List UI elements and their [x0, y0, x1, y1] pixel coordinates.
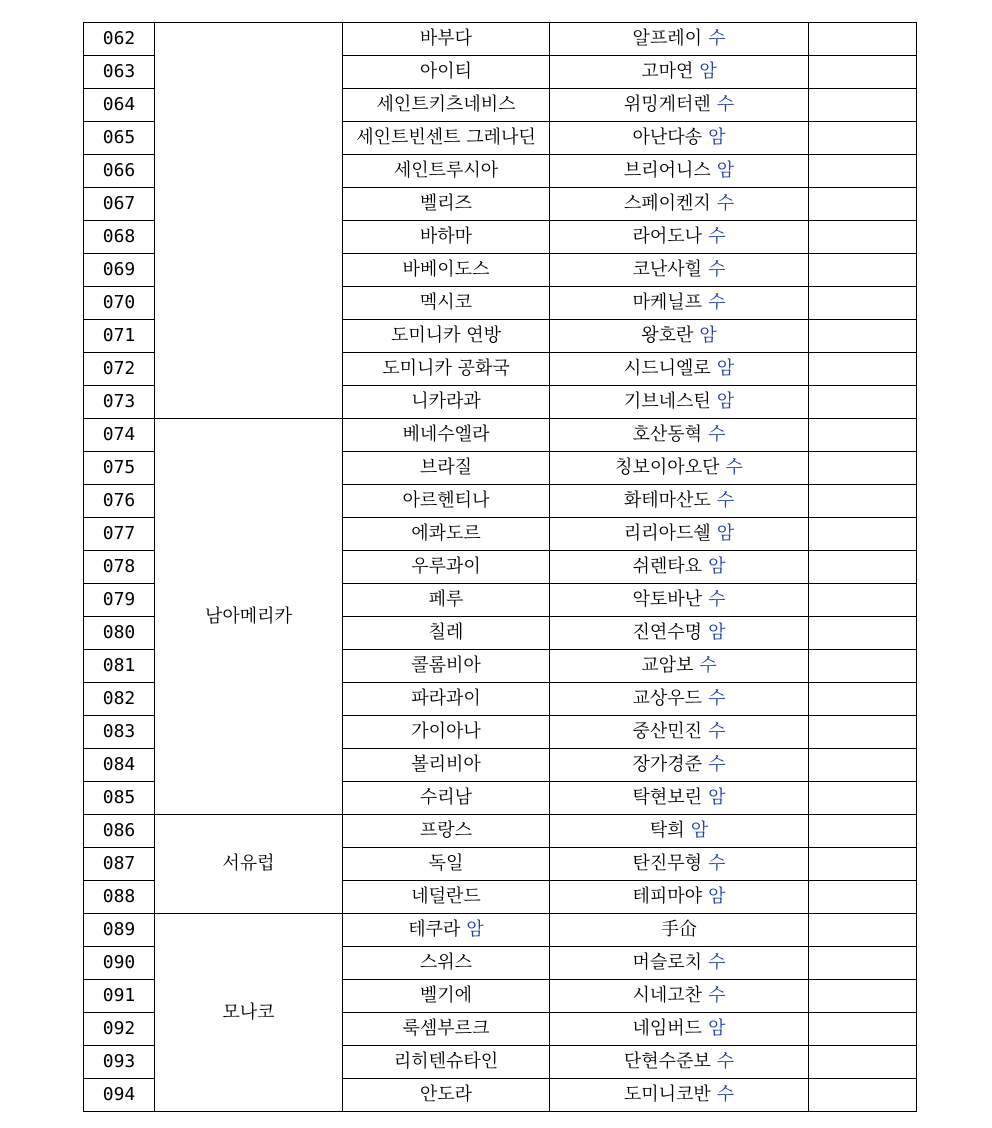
country-cell: [343, 23, 550, 56]
name-label: 장가경준: [632, 754, 703, 775]
gender-tag: 암: [708, 622, 726, 643]
gender-tag: 수: [716, 193, 735, 214]
extra-cell: [809, 221, 917, 254]
country-label: 칠레: [428, 622, 464, 643]
row-number: 072: [84, 353, 155, 386]
row-number: 089: [84, 914, 155, 947]
country-cell: [343, 1013, 550, 1046]
extra-cell: [809, 254, 917, 287]
gender-tag: 수: [708, 688, 726, 709]
row-number: 070: [84, 287, 155, 320]
name-label: 교암보: [641, 655, 694, 676]
name-label: 코난사힐: [632, 259, 703, 280]
name-cell: [550, 254, 809, 287]
name-cell: [550, 1079, 809, 1112]
name-cell: [550, 1013, 809, 1046]
row-number: 066: [84, 155, 155, 188]
region-cell: 서유럽: [155, 815, 343, 914]
extra-cell: [809, 980, 917, 1013]
extra-cell: [809, 914, 917, 947]
country-label: 리히텐슈타인: [393, 1051, 499, 1072]
country-label: 우루과이: [411, 556, 481, 577]
extra-cell: [809, 1079, 917, 1112]
gender-tag: 수: [716, 490, 735, 511]
gender-tag: 수: [708, 952, 726, 973]
name-cell: [550, 1046, 809, 1079]
name-cell: [550, 122, 809, 155]
country-label: 가이아나: [411, 721, 481, 742]
gender-tag: 수: [708, 721, 726, 742]
name-label: 네임버드: [632, 1018, 703, 1039]
country-label: 바부다: [419, 28, 473, 49]
name-label: 악토바난: [632, 589, 703, 610]
registry-table-body: [84, 23, 917, 1112]
gender-tag: 암: [708, 787, 726, 808]
name-label: 탄진무형: [632, 853, 703, 874]
name-label: 手仚: [661, 919, 697, 940]
country-label: 도미니카 연방: [390, 325, 502, 346]
country-label: 베네수엘라: [402, 424, 490, 445]
country-label: 벨기에: [419, 985, 473, 1006]
name-cell: [550, 221, 809, 254]
gender-tag: 수: [708, 226, 726, 247]
extra-cell: [809, 617, 917, 650]
country-label: 네덜란드: [411, 886, 481, 907]
name-cell: [550, 353, 809, 386]
country-label: 수리남: [419, 787, 473, 808]
country-cell: [343, 1079, 550, 1112]
name-label: 브리어니스: [623, 160, 711, 181]
name-cell: [550, 650, 809, 683]
country-cell: [343, 287, 550, 320]
name-label: 기브네스틴: [623, 391, 711, 412]
country-label: 바하마: [419, 226, 473, 247]
row-number: 088: [84, 881, 155, 914]
region-cell: 남아메리카: [155, 419, 343, 815]
name-label: 교상우드: [632, 688, 703, 709]
country-label: 바베이도스: [402, 259, 490, 280]
name-cell: [550, 947, 809, 980]
country-cell: [343, 650, 550, 683]
table-row: [84, 419, 917, 452]
country-cell: [343, 485, 550, 518]
country-cell: [343, 947, 550, 980]
country-label: 안도라: [419, 1084, 473, 1105]
country-label: 에콰도르: [411, 523, 481, 544]
row-number: 073: [84, 386, 155, 419]
country-cell: [343, 815, 550, 848]
country-cell: [343, 254, 550, 287]
name-label: 단현수준보: [623, 1051, 711, 1072]
country-label: 볼리비아: [411, 754, 481, 775]
row-number: 091: [84, 980, 155, 1013]
extra-cell: [809, 56, 917, 89]
row-number: 084: [84, 749, 155, 782]
gender-tag: 수: [708, 589, 726, 610]
extra-cell: [809, 452, 917, 485]
country-label: 독일: [428, 853, 464, 874]
extra-cell: [809, 584, 917, 617]
gender-tag: 암: [716, 523, 735, 544]
country-cell: [343, 419, 550, 452]
name-label: 고마연: [641, 61, 694, 82]
extra-cell: [809, 1046, 917, 1079]
table-row: [84, 23, 917, 56]
country-cell: [343, 56, 550, 89]
name-cell: [550, 815, 809, 848]
country-cell: [343, 551, 550, 584]
country-label: 룩셈부르크: [402, 1018, 490, 1039]
name-cell: [550, 419, 809, 452]
gender-tag: 수: [699, 655, 717, 676]
country-cell: [343, 848, 550, 881]
name-cell: [550, 155, 809, 188]
gender-tag: 수: [716, 1051, 735, 1072]
table-row: [84, 815, 917, 848]
country-label: 세인트루시아: [393, 160, 499, 181]
extra-cell: [809, 749, 917, 782]
extra-cell: [809, 122, 917, 155]
row-number: 094: [84, 1079, 155, 1112]
name-cell: [550, 881, 809, 914]
country-cell: [343, 320, 550, 353]
extra-cell: [809, 650, 917, 683]
extra-cell: [809, 353, 917, 386]
extra-cell: [809, 518, 917, 551]
name-cell: [550, 683, 809, 716]
country-cell: [343, 584, 550, 617]
extra-cell: [809, 782, 917, 815]
extra-cell: [809, 89, 917, 122]
country-cell: [343, 617, 550, 650]
name-label: 도미니코반: [623, 1084, 711, 1105]
row-number: 063: [84, 56, 155, 89]
name-cell: [550, 188, 809, 221]
name-cell: [550, 749, 809, 782]
gender-tag: 수: [716, 94, 735, 115]
name-cell: [550, 584, 809, 617]
name-label: 진연수명: [632, 622, 703, 643]
name-label: 마케닐프: [632, 292, 703, 313]
country-label: 세인트키츠네비스: [376, 94, 516, 115]
name-cell: [550, 485, 809, 518]
gender-tag: 수: [708, 853, 726, 874]
country-cell: [343, 221, 550, 254]
gender-tag: 수: [725, 457, 743, 478]
extra-cell: [809, 881, 917, 914]
extra-cell: [809, 23, 917, 56]
country-cell: [343, 782, 550, 815]
country-cell: [343, 683, 550, 716]
gender-tag: 수: [716, 1084, 735, 1105]
country-label: 콜롬비아: [411, 655, 481, 676]
row-number: 087: [84, 848, 155, 881]
country-label: 아르헨티나: [402, 490, 490, 511]
name-cell: [550, 23, 809, 56]
name-label: 칭보이아오단: [615, 457, 720, 478]
gender-tag: 암: [708, 1018, 726, 1039]
country-label: 스위스: [419, 952, 473, 973]
region-cell: [155, 23, 343, 419]
country-label: 아이티: [419, 61, 473, 82]
row-number: 086: [84, 815, 155, 848]
name-cell: [550, 980, 809, 1013]
name-cell: [550, 518, 809, 551]
name-label: 시네고찬: [632, 985, 703, 1006]
extra-cell: [809, 815, 917, 848]
gender-tag: 암: [716, 358, 735, 379]
name-cell: [550, 89, 809, 122]
region-cell: 모나코: [155, 914, 343, 1112]
row-number: 071: [84, 320, 155, 353]
name-label: 리리아드쉘: [623, 523, 711, 544]
row-number: 077: [84, 518, 155, 551]
name-label: 라어도나: [632, 226, 703, 247]
name-label: 머슬로치: [632, 952, 703, 973]
country-cell: [343, 881, 550, 914]
name-label: 알프레이: [632, 28, 703, 49]
extra-cell: [809, 683, 917, 716]
name-cell: [550, 617, 809, 650]
extra-cell: [809, 188, 917, 221]
row-number: 083: [84, 716, 155, 749]
row-number: 082: [84, 683, 155, 716]
name-label: 탁현보린: [632, 787, 703, 808]
country-cell: [343, 353, 550, 386]
country-label: 멕시코: [419, 292, 473, 313]
country-label: 니카라과: [411, 391, 481, 412]
row-number: 062: [84, 23, 155, 56]
extra-cell: [809, 155, 917, 188]
row-number: 081: [84, 650, 155, 683]
country-label: 세인트빈센트 그레나딘: [356, 127, 536, 148]
gender-tag: 암: [708, 127, 726, 148]
row-number: 067: [84, 188, 155, 221]
name-label: 호산동혁: [632, 424, 703, 445]
gender-tag: 수: [708, 292, 726, 313]
country-cell: [343, 518, 550, 551]
table-row: [84, 914, 917, 947]
row-number: 074: [84, 419, 155, 452]
name-label: 시드니엘로: [623, 358, 711, 379]
name-label: 화테마산도: [623, 490, 711, 511]
name-label: 왕호란: [641, 325, 694, 346]
name-label: 중산민진: [632, 721, 703, 742]
name-label: 탁희: [649, 820, 685, 841]
name-cell: [550, 551, 809, 584]
gender-tag: 암: [699, 325, 717, 346]
extra-cell: [809, 947, 917, 980]
country-label: 벨리즈: [419, 193, 473, 214]
name-cell: [550, 848, 809, 881]
name-cell: [550, 452, 809, 485]
country-cell: [343, 122, 550, 155]
name-cell: [550, 716, 809, 749]
country-label: 파라과이: [411, 688, 481, 709]
gender-tag: 암: [699, 61, 717, 82]
gender-tag: 암: [466, 919, 484, 940]
country-cell: [343, 155, 550, 188]
row-number: 093: [84, 1046, 155, 1079]
gender-tag: 암: [716, 391, 735, 412]
row-number: 068: [84, 221, 155, 254]
name-cell: [550, 914, 809, 947]
extra-cell: [809, 1013, 917, 1046]
registry-table: [83, 22, 917, 1112]
row-number: 078: [84, 551, 155, 584]
name-label: 스페이켄지: [623, 193, 711, 214]
row-number: 075: [84, 452, 155, 485]
country-cell: [343, 980, 550, 1013]
gender-tag: 수: [708, 985, 726, 1006]
row-number: 085: [84, 782, 155, 815]
country-cell: [343, 386, 550, 419]
row-number: 090: [84, 947, 155, 980]
row-number: 079: [84, 584, 155, 617]
extra-cell: [809, 551, 917, 584]
row-number: 065: [84, 122, 155, 155]
extra-cell: [809, 386, 917, 419]
row-number: 069: [84, 254, 155, 287]
row-number: 076: [84, 485, 155, 518]
extra-cell: [809, 287, 917, 320]
extra-cell: [809, 716, 917, 749]
gender-tag: 암: [716, 160, 735, 181]
country-cell: [343, 914, 550, 947]
gender-tag: 암: [708, 556, 726, 577]
country-label: 프랑스: [419, 820, 473, 841]
name-cell: [550, 56, 809, 89]
name-cell: [550, 287, 809, 320]
extra-cell: [809, 419, 917, 452]
country-cell: [343, 452, 550, 485]
name-cell: [550, 386, 809, 419]
country-label: 도미니카 공화국: [382, 358, 510, 379]
gender-tag: 암: [708, 886, 726, 907]
country-cell: [343, 188, 550, 221]
name-label: 쉬렌타요: [632, 556, 703, 577]
name-label: 위밍게터렌: [623, 94, 711, 115]
country-label: 테쿠라: [408, 919, 461, 940]
name-cell: [550, 782, 809, 815]
gender-tag: 수: [708, 28, 726, 49]
country-cell: [343, 89, 550, 122]
row-number: 064: [84, 89, 155, 122]
country-label: 브라질: [419, 457, 473, 478]
country-cell: [343, 749, 550, 782]
row-number: 080: [84, 617, 155, 650]
name-cell: [550, 320, 809, 353]
gender-tag: 수: [708, 424, 726, 445]
country-label: 페루: [428, 589, 464, 610]
extra-cell: [809, 485, 917, 518]
name-label: 테피마야: [632, 886, 703, 907]
row-number: 092: [84, 1013, 155, 1046]
extra-cell: [809, 320, 917, 353]
country-cell: [343, 1046, 550, 1079]
gender-tag: 수: [708, 754, 726, 775]
gender-tag: 암: [690, 820, 709, 841]
country-cell: [343, 716, 550, 749]
gender-tag: 수: [708, 259, 726, 280]
name-label: 아난다송: [632, 127, 703, 148]
extra-cell: [809, 848, 917, 881]
